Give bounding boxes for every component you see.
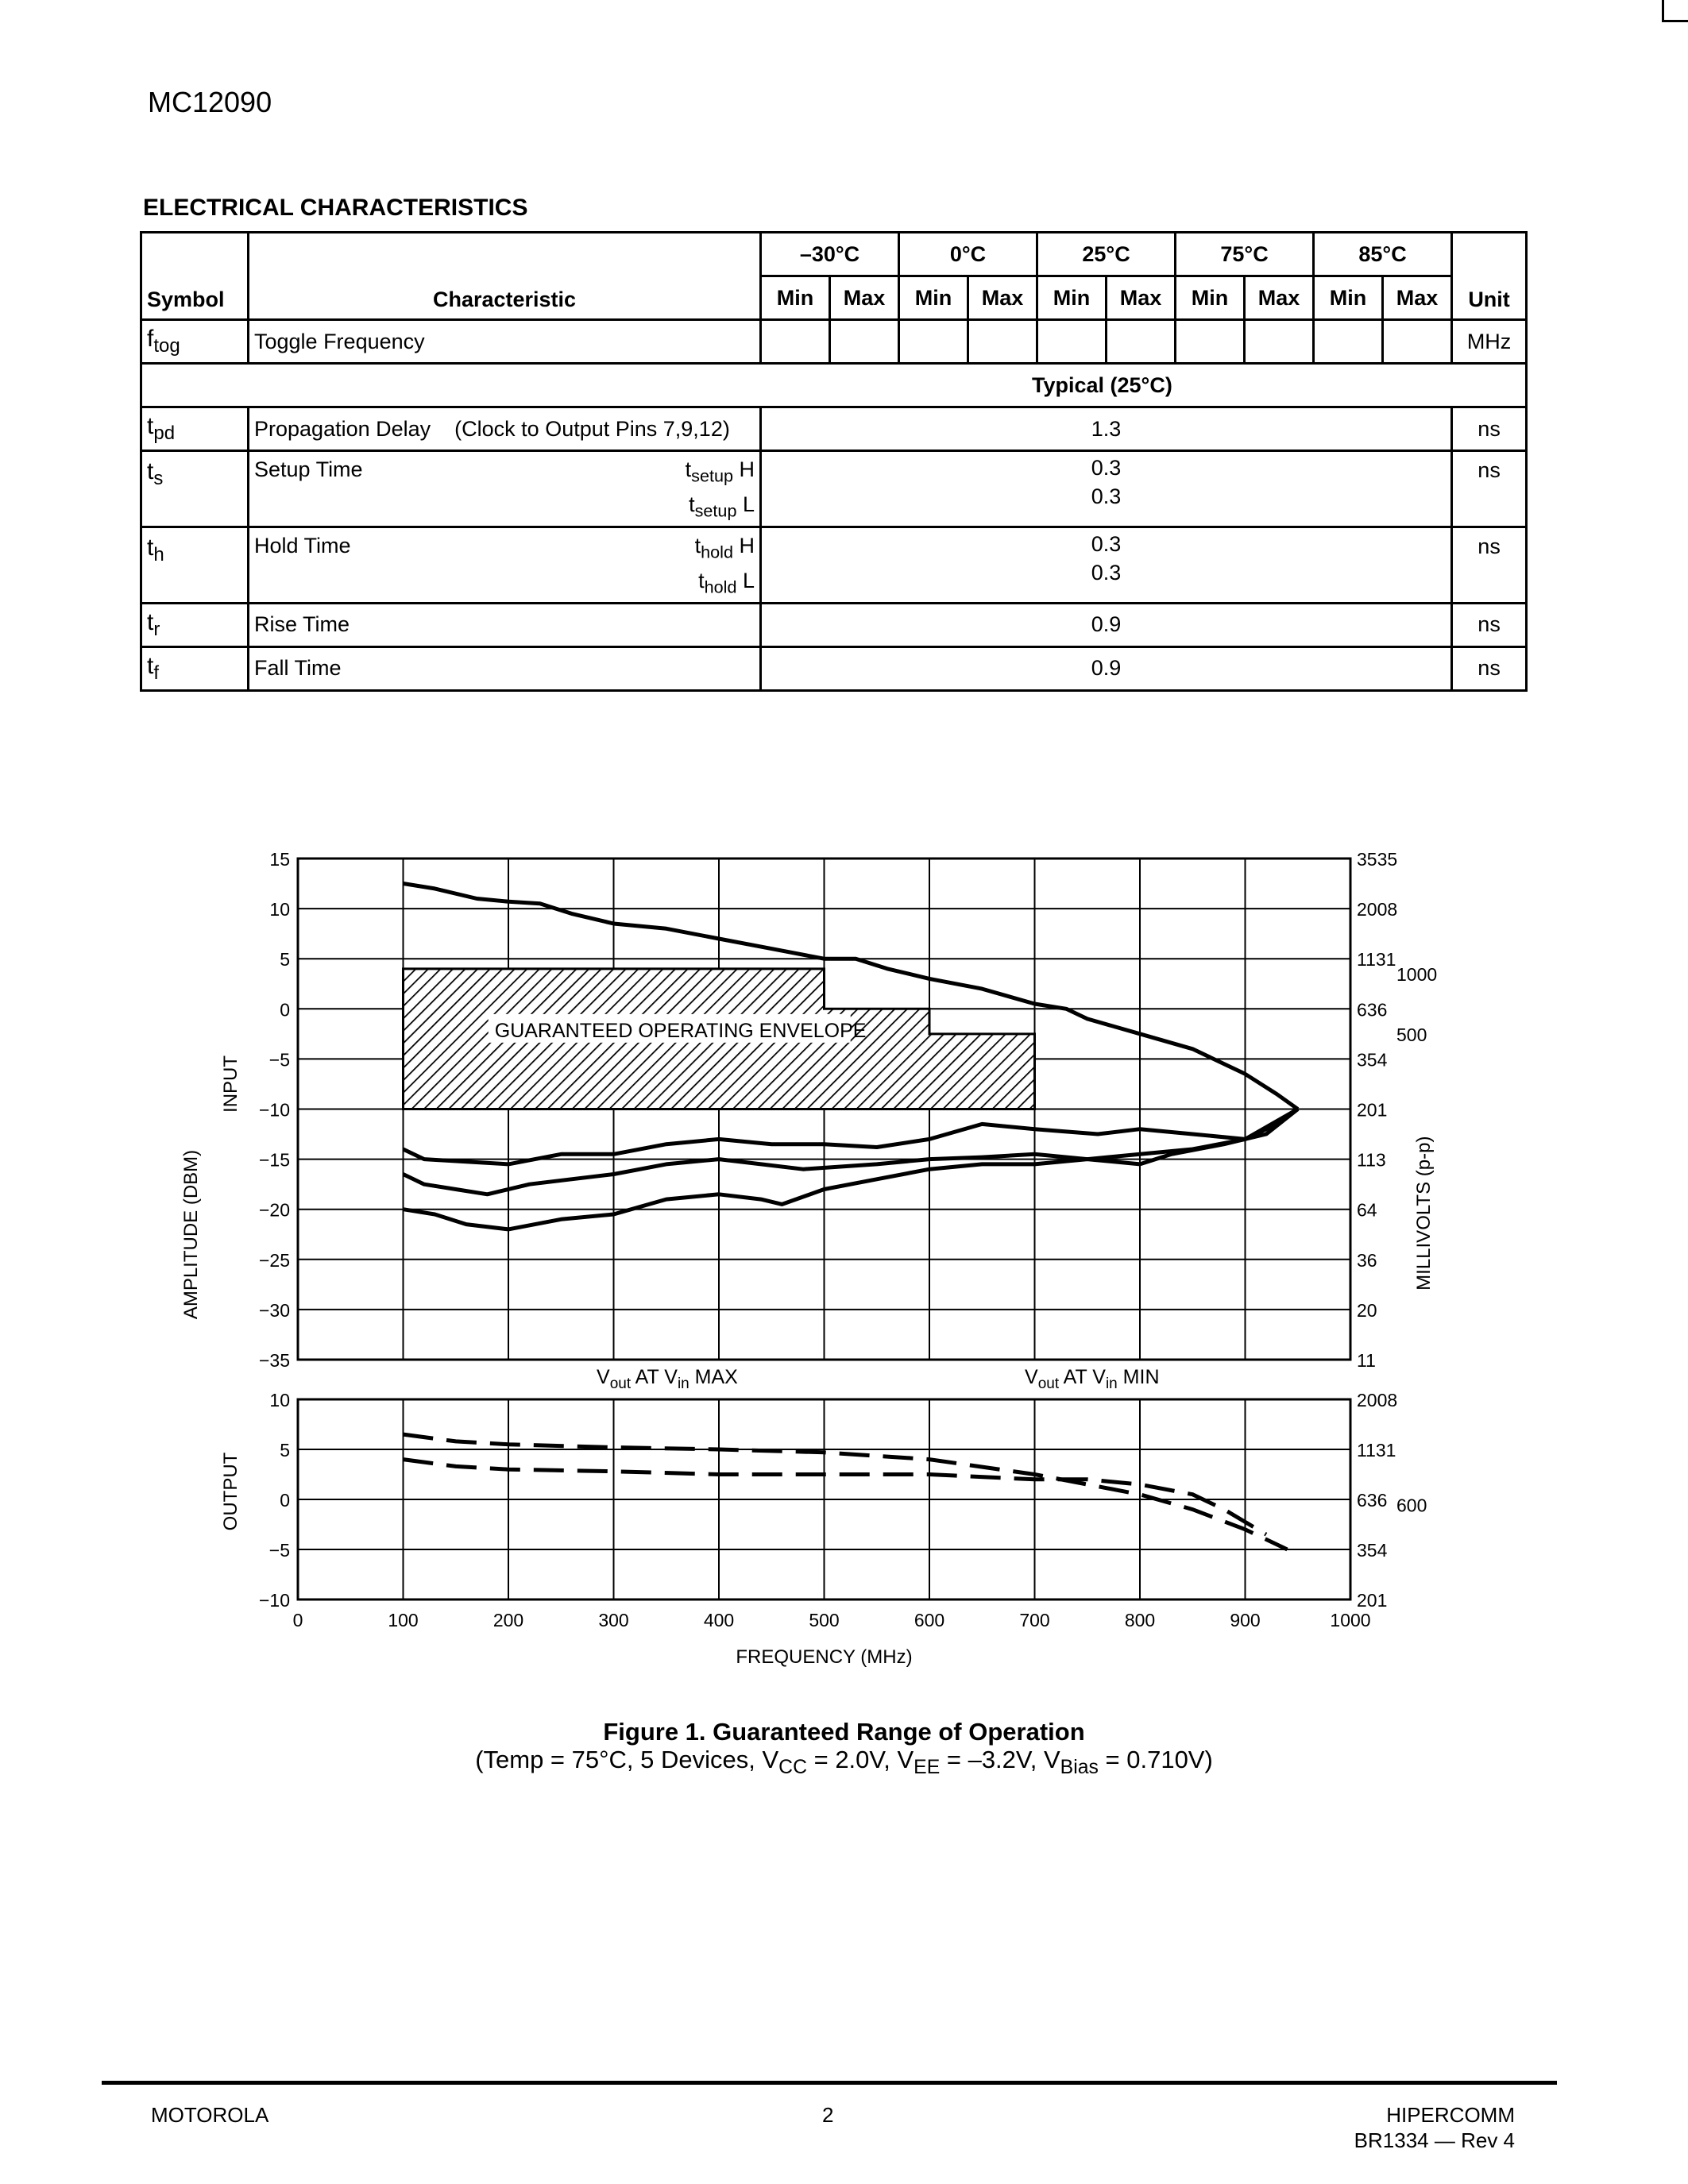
output-tick-label-right: 201 [1357, 1590, 1388, 1611]
x-tick-label: 500 [809, 1610, 840, 1630]
characteristic-toggle-frequency: Toggle Frequency [249, 320, 761, 364]
symbol-ftog: f [147, 326, 154, 352]
x-tick-label: 800 [1124, 1610, 1156, 1630]
x-tick-label: 700 [1019, 1610, 1050, 1630]
header-max: Max [1107, 276, 1176, 320]
output-tick-label-right: 354 [1357, 1540, 1388, 1561]
header-max: Max [1383, 276, 1452, 320]
y-axis-label-input: INPUT [220, 1055, 241, 1113]
input-tick-label-right: 36 [1357, 1249, 1377, 1271]
x-tick-label: 1000 [1330, 1610, 1371, 1630]
input-tick-label-left: −25 [258, 1249, 290, 1271]
symbol-tf: t [147, 652, 154, 679]
symbol-tr: t [147, 608, 154, 635]
typical-header: Typical (25°C) [141, 364, 1527, 407]
output-series-line-1 [404, 1434, 1288, 1549]
setup-conditions: $t_{setup}$ H $t_{setup}$ L [685, 457, 755, 521]
value-cell: 0.3 0.3 [761, 527, 1452, 603]
input-tick-label-right: 20 [1357, 1299, 1377, 1321]
table-row: $t_r$ Rise Time 0.9 ns [141, 603, 1527, 646]
annotation-vout-vin-max: $V_{out}$ AT $V_{in}$ MAX [597, 1366, 738, 1392]
footer-right-2: BR1334 — Rev 4 [1354, 2128, 1515, 2152]
characteristic-setup-time: Setup Time [254, 457, 363, 481]
header-min: Min [1176, 276, 1245, 320]
input-tick-label-left: −20 [258, 1199, 290, 1221]
unit-cell: ns [1452, 603, 1527, 646]
output-tick-label-right: 636 [1357, 1490, 1388, 1511]
header-temp-85: 85°C [1314, 233, 1452, 276]
unit-cell: ns [1452, 451, 1527, 527]
header-symbol: Symbol [141, 233, 249, 320]
figure-conditions: (Temp = 75°C, 5 Devices, $V_{CC} = 2.0V$, $V_{EE} = -3.2V$, $V_{Bias} = 0.710V$) [475, 1746, 1213, 1779]
output-tick-label-left: 0 [280, 1490, 290, 1511]
x-tick-label: 300 [598, 1610, 629, 1630]
input-tick-label-left: 0 [280, 999, 290, 1021]
input-extra-mv-label: 1000 [1396, 964, 1438, 986]
output-tick-label-left: −5 [268, 1540, 290, 1561]
table-row: $t_{pd}$ Propagation Delay (Clock to Output Pins 7,9,12) 1.3 ns [141, 407, 1527, 451]
input-tick-label-left: 15 [269, 849, 290, 870]
input-tick-label-left: 5 [280, 949, 290, 970]
characteristic-hold-time: Hold Time [254, 533, 351, 558]
header-min: Min [1037, 276, 1107, 320]
page-number: 2 [822, 2103, 834, 2127]
input-tick-label-right: 636 [1357, 999, 1388, 1021]
input-tick-label-right: 201 [1357, 1099, 1388, 1121]
y-axis-label-right: MILLIVOLTS (p-p) [1413, 1136, 1435, 1291]
value-cell: 1.3 [761, 407, 1452, 451]
value-cell: 0.3 0.3 [761, 451, 1452, 527]
input-tick-label-right: 64 [1357, 1199, 1377, 1221]
unit-cell: ns [1452, 646, 1527, 690]
input-tick-label-left: −35 [258, 1350, 290, 1371]
footer-rule [102, 2081, 1557, 2085]
input-tick-label-right: 354 [1357, 1049, 1388, 1071]
header-max: Max [1245, 276, 1314, 320]
value-cell: 0.9 [761, 603, 1452, 646]
output-tick-label-right: 2008 [1357, 1390, 1398, 1410]
output-extra-mv-label: 600 [1396, 1495, 1427, 1516]
input-series-line-4 [404, 1109, 1298, 1229]
table-row: $t_s$ $t_{setup}$ H $t_{setup}$ L Setup Time 0.3 0.3 ns [141, 451, 1527, 527]
annotation-vout-vin-min: $V_{out}$ AT $V_{in}$ MIN [1025, 1366, 1160, 1392]
header-max: Max [830, 276, 899, 320]
figure-title: Figure 1. Guaranteed Range of Operation [603, 1718, 1085, 1746]
output-series-line-2 [404, 1460, 1267, 1535]
input-tick-label-right: 3535 [1357, 849, 1398, 870]
input-extra-mv-label: 500 [1396, 1024, 1427, 1045]
x-tick-label: 0 [292, 1610, 303, 1630]
value-cell: 0.9 [761, 646, 1452, 690]
header-temp-0: 0°C [899, 233, 1037, 276]
output-tick-label-left: 5 [280, 1440, 290, 1461]
footer-right-1: HIPERCOMM [1386, 2103, 1515, 2127]
unit-cell: ns [1452, 407, 1527, 451]
unit-cell: ns [1452, 527, 1527, 603]
x-tick-label: 100 [388, 1610, 419, 1630]
header-temp-minus30: –30°C [761, 233, 899, 276]
part-number: MC12090 [148, 86, 272, 118]
output-tick-label-right: 1131 [1357, 1440, 1396, 1461]
footer-left: MOTOROLA [151, 2103, 269, 2127]
input-tick-label-right: 2008 [1357, 899, 1398, 920]
header-characteristic: Characteristic [249, 233, 761, 320]
symbol-th: t [147, 534, 154, 561]
input-tick-label-left: −10 [258, 1099, 290, 1121]
input-tick-label-right: 113 [1357, 1149, 1386, 1171]
input-tick-label-left: −5 [268, 1049, 290, 1071]
y-axis-label-output: OUTPUT [220, 1452, 241, 1531]
hold-conditions: $t_{hold}$ H $t_{hold}$ L [694, 533, 755, 597]
table-row: $f_{tog}$ Toggle Frequency MHz [141, 320, 1527, 364]
x-tick-label: 200 [492, 1610, 524, 1630]
symbol-ts: t [147, 458, 154, 484]
header-temp-75: 75°C [1176, 233, 1314, 276]
header-unit: Unit [1452, 233, 1527, 320]
input-tick-label-right: 11 [1357, 1350, 1376, 1371]
table-row: $t_f$ Fall Time 0.9 ns [141, 646, 1527, 690]
section-title: ELECTRICAL CHARACTERISTICS [143, 195, 528, 221]
input-tick-label-left: −15 [258, 1149, 290, 1171]
table-row: $t_h$ $t_{hold}$ H $t_{hold}$ L Hold Time 0.3 0.3 ns [141, 527, 1527, 603]
characteristic-propagation-delay: Propagation Delay [254, 416, 431, 441]
input-tick-label-left: −30 [258, 1299, 290, 1321]
x-tick-label: 600 [914, 1610, 945, 1630]
y-axis-label-left: AMPLITUDE (DBM) [180, 1149, 202, 1320]
propagation-delay-note: (Clock to Output Pins 7,9,12) [454, 416, 730, 441]
x-tick-label: 900 [1230, 1610, 1261, 1630]
header-min: Min [899, 276, 968, 320]
header-min: Min [1314, 276, 1383, 320]
characteristic-fall-time: Fall Time [249, 646, 761, 690]
output-tick-label-left: 10 [269, 1390, 290, 1410]
header-temp-25: 25°C [1037, 233, 1176, 276]
x-axis-label: FREQUENCY (MHz) [736, 1646, 913, 1668]
envelope-label: GUARANTEED OPERATING ENVELOPE [494, 1019, 867, 1042]
output-tick-label-left: −10 [258, 1590, 290, 1611]
characteristic-rise-time: Rise Time [249, 603, 761, 646]
input-tick-label-right: 1131 [1357, 949, 1396, 970]
unit-cell: MHz [1452, 320, 1527, 364]
header-min: Min [761, 276, 830, 320]
x-tick-label: 400 [703, 1610, 735, 1630]
symbol-tpd: t [147, 413, 154, 439]
input-tick-label-left: 10 [269, 899, 290, 920]
header-max: Max [968, 276, 1037, 320]
